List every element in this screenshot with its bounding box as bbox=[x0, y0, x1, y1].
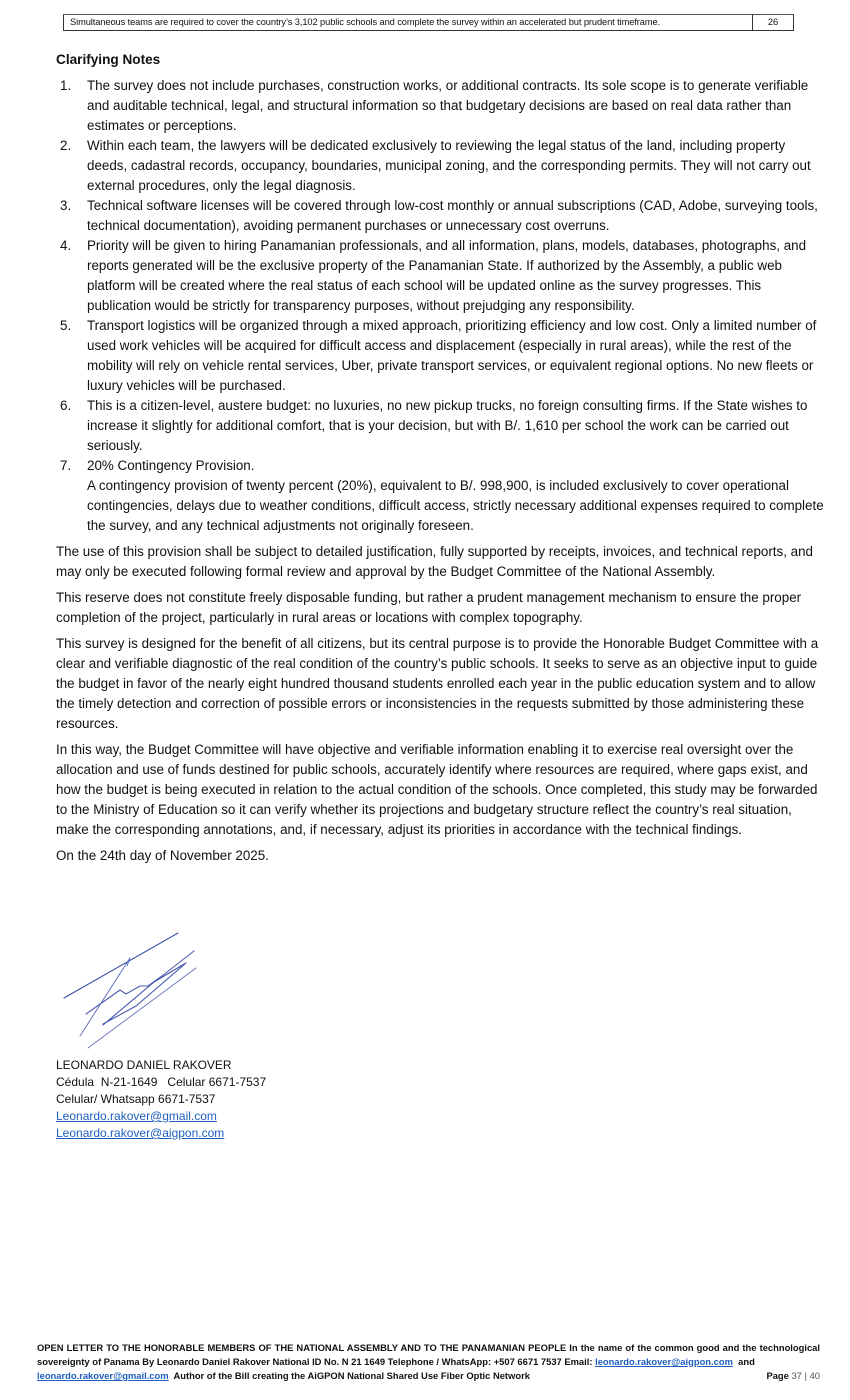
signer-name: LEONARDO DANIEL RAKOVER bbox=[56, 1058, 232, 1072]
note-item-6 bbox=[56, 396, 826, 456]
section-title: Clarifying Notes bbox=[56, 52, 161, 67]
handwritten-signature-icon bbox=[58, 928, 208, 1053]
clarifying-notes-list bbox=[56, 76, 826, 536]
running-header-text: Simultaneous teams are required to cover the country’s 3,102 public schools and complete the survey within an accelerated but prudent timeframe. bbox=[64, 15, 753, 30]
note-item-7 bbox=[56, 456, 826, 536]
footer-email-aigpon-link[interactable]: leonardo.rakover@aigpon.com bbox=[595, 1356, 733, 1367]
signer-email-gmail-link[interactable]: Leonardo.rakover@gmail.com bbox=[56, 1109, 217, 1123]
page-total: 40 bbox=[809, 1370, 820, 1381]
note-number: 1. bbox=[60, 78, 72, 93]
signer-id-line: Cédula N-21-1649 Celular 6671-7537 bbox=[56, 1075, 267, 1089]
paragraph-date: On the 24th day of November 2025. bbox=[56, 848, 269, 863]
footer-author-text: Author of the Bill creating the AiGPON National Shared Use Fiber Optic Network bbox=[173, 1370, 530, 1381]
page-separator: | bbox=[804, 1370, 807, 1381]
footer-email-gmail-link[interactable]: leonardo.rakover@gmail.com bbox=[37, 1370, 169, 1381]
page-footer bbox=[37, 1341, 820, 1383]
paragraph-provision-use: The use of this provision shall be subject to detailed justification, fully supported by receipts, invoices, and technical reports, and may only be executed following formal review and approval by the Budget Committee of the National Assembly. bbox=[56, 544, 813, 579]
footer-last-line bbox=[37, 1369, 820, 1383]
note-number: 2. bbox=[60, 138, 72, 153]
paragraph-survey-purpose: This survey is designed for the benefit of all citizens, but its central purpose is to provide the Honorable Budget Committee with a clear and verifiable diagnostic of the real condition of the country’s public schools. It seeks to serve as an objective input to guide the budget in favor of the nearly eight hundred thousand students enrolled each year in the public education system and to allow the timely detection and correction of possible errors or inconsistencies in the requests submitted by those administering these resources. bbox=[56, 636, 819, 731]
signature-block bbox=[56, 1057, 266, 1142]
note-item-2 bbox=[56, 136, 826, 196]
running-header-number: 26 bbox=[767, 17, 779, 27]
note-text: 20% Contingency Provision. bbox=[87, 458, 255, 473]
paragraph-reserve: This reserve does not constitute freely disposable funding, but rather a prudent management mechanism to ensure the proper completion of the project, particularly in rural areas or locations with complex topography. bbox=[56, 590, 802, 625]
note-text: Technical software licenses will be covered through low-cost monthly or annual subscriptions (CAD, Adobe, surveying tools, technical documentation), avoiding permanent purchases or unnecessary cost overruns. bbox=[87, 198, 818, 233]
running-header bbox=[63, 14, 794, 31]
signer-email-aigpon-link[interactable]: Leonardo.rakover@aigpon.com bbox=[56, 1126, 225, 1140]
note-item-4 bbox=[56, 236, 826, 316]
note-text: Transport logistics will be organized through a mixed approach, prioritizing efficiency and low cost. Only a limited number of used work vehicles will be acquired for difficult access and displacement (especially in rural areas), while the rest of the mobility will rely on vehicle rental services, Uber, private transport services, or equivalent regional options. No new fleets or luxury vehicles will be purchased. bbox=[87, 318, 817, 393]
note-text: Within each team, the lawyers will be dedicated exclusively to reviewing the legal status of the land, including property deeds, cadastral records, occupancy, boundaries, municipal zoning, and the corresponding permits. They will not carry out external procedures, only the legal diagnosis. bbox=[87, 138, 811, 193]
page-label: Page bbox=[766, 1370, 789, 1381]
main-content bbox=[56, 50, 826, 866]
footer-and-text: and bbox=[738, 1356, 755, 1367]
note-number: 6. bbox=[60, 398, 72, 413]
note-number: 4. bbox=[60, 238, 72, 253]
note-item-3 bbox=[56, 196, 826, 236]
page-number bbox=[766, 1369, 820, 1383]
note-subtext: A contingency provision of twenty percent (20%), equivalent to B/. 998,900, is included exclusively to cover operational contingencies, delays due to weather conditions, difficult access, strictly necessary additional expenses required to complete the survey, and any technical adjustments not originally foreseen. bbox=[87, 478, 824, 533]
paragraph-oversight: In this way, the Budget Committee will have objective and verifiable information enabling it to exercise real oversight over the allocation and use of funds destined for public schools, accurately identify where resources are required, where gaps exist, and how the budget is being executed in relation to the actual condition of the schools. Once completed, this study may be forwarded to the Ministry of Education so it can verify whether its projections and budgetary structure reflect the country’s real situation, make the corresponding annotations, and, if necessary, adjust its priorities in accordance with the technical findings. bbox=[56, 742, 818, 837]
note-item-5 bbox=[56, 316, 826, 396]
note-item-1 bbox=[56, 76, 826, 136]
note-number: 5. bbox=[60, 318, 72, 333]
footer-letter-text: OPEN LETTER TO THE HONORABLE MEMBERS OF THE NATIONAL ASSEMBLY AND TO THE PANAMANIAN PEOPLE In the name of the common good and the technological sovereignty of Panama By Leonardo Daniel Rakover National ID No. N 21 1649 Telephone / WhatsApp: +507 6671 7537 Email: bbox=[37, 1342, 820, 1367]
note-text: Priority will be given to hiring Panamanian professionals, and all information, plans, models, databases, photographs, and reports generated will be the exclusive property of the Panamanian State. If authorized by the Assembly, a public web platform will be created where the real status of each school will be updated online as the survey progresses. This publication would be strictly for transparency purposes, without prejudging any responsibility. bbox=[87, 238, 807, 313]
note-number: 7. bbox=[60, 458, 72, 473]
note-text: The survey does not include purchases, construction works, or additional contracts. Its sole scope is to generate verifiable and auditable technical, legal, and structural information so that budgetary decisions are based on real data rather than estimates or perceptions. bbox=[87, 78, 809, 133]
note-number: 3. bbox=[60, 198, 72, 213]
note-text: This is a citizen-level, austere budget: no luxuries, no new pickup trucks, no foreign consulting firms. If the State wishes to increase it slightly for additional comfort, that is your decision, but with B/. 1,610 per school the work can be carried out seriously. bbox=[87, 398, 808, 453]
signer-phone-line: Celular/ Whatsapp 6671-7537 bbox=[56, 1092, 216, 1106]
page-current: 37 bbox=[791, 1370, 802, 1381]
